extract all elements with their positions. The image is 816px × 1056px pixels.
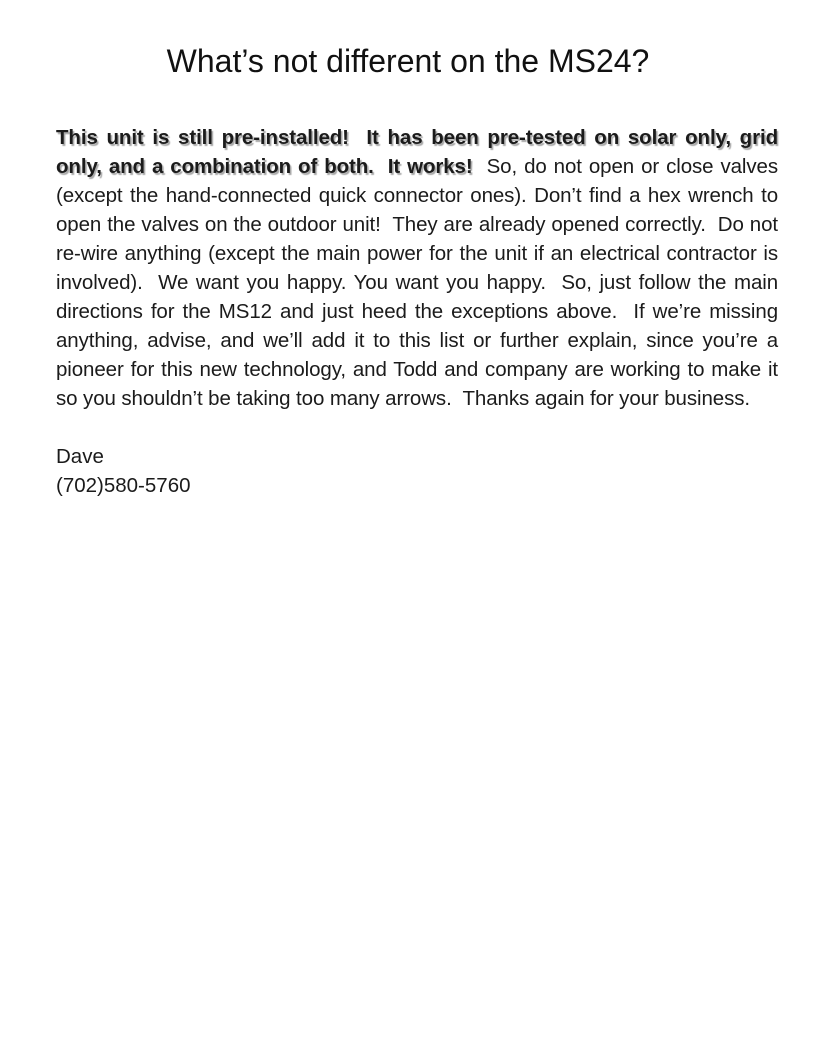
paragraph-rest: So, do not open or close valves (except the hand-connected quick connector ones). Don’t find a hex wrench to open the valves on the outdoor unit! They are already opened correctly. Do not re-wire anything (except the main power for the unit if an electrical contractor is involved). We want you happy. You want you happy. So, just follow the main directions for the MS12 and just heed the exceptions above. If we’re missing anything, advise, and we’ll add it to this list or further explain, since you’re a pioneer for this new technology, and Todd and company are working to make it so you shouldn’t be taking too many arrows. Thanks again for your business. <box>56 155 778 410</box>
bold-shadow-lead-sentence: This unit is still pre-installed! It has been pre-tested on solar only, grid only, and a combination of both. It works! <box>56 126 778 178</box>
document-body <box>56 123 778 500</box>
signature-name: Dave <box>56 445 104 468</box>
main-paragraph <box>56 123 778 413</box>
signature-block <box>56 442 778 500</box>
signature-phone: (702)580-5760 <box>56 474 191 497</box>
document-title: What’s not different on the MS24? <box>166 43 650 79</box>
